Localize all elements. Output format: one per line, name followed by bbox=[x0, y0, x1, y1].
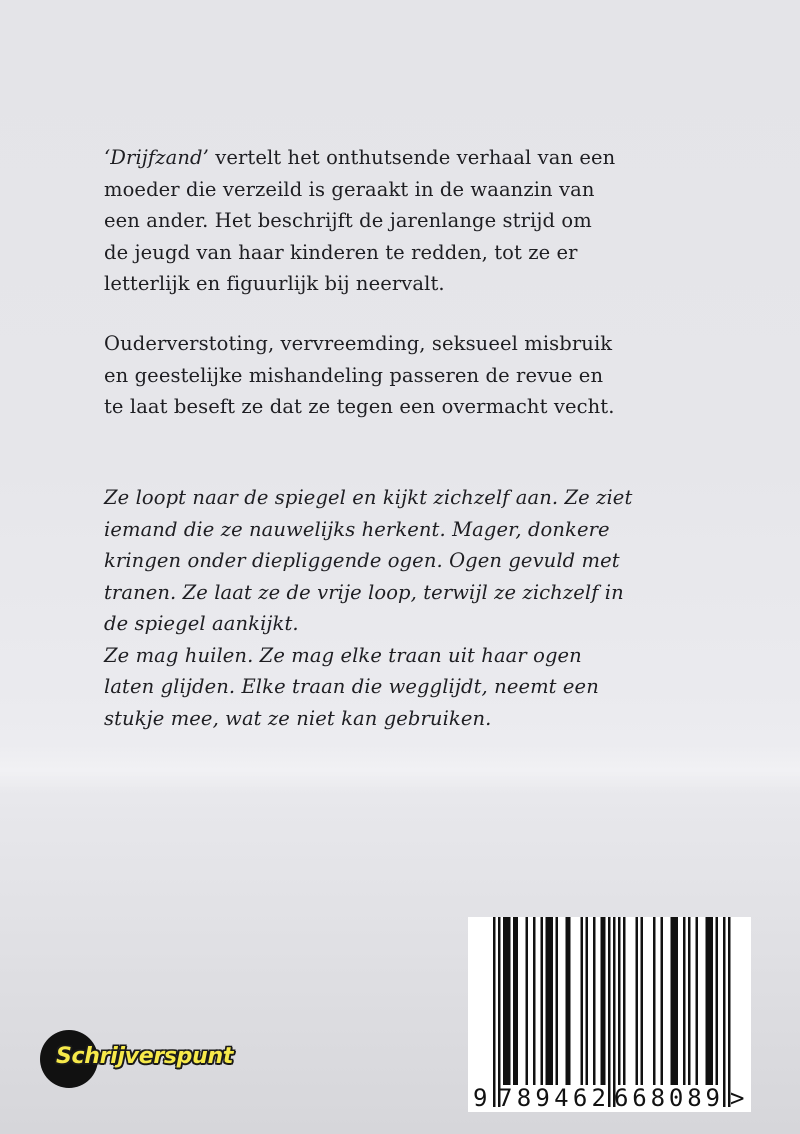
blurb-line: te laat beseft ze dat ze tegen een overmacht vecht. bbox=[104, 395, 615, 418]
excerpt-line: laten glijden. Elke traan die wegglijdt, neemt een bbox=[104, 675, 599, 698]
excerpt-line: kringen onder diepliggende ogen. Ogen gevuld met bbox=[104, 549, 620, 572]
barcode-left-digits: 789462 bbox=[498, 1084, 606, 1112]
blurb-line: letterlijk en figuurlijk bij neervalt. bbox=[104, 272, 445, 295]
blurb-line: de jeugd van haar kinderen te redden, tot ze er bbox=[104, 240, 578, 264]
barcode-graphic bbox=[468, 917, 751, 1112]
barcode-first-digit: 9 bbox=[473, 1084, 488, 1112]
barcode-bar bbox=[533, 917, 536, 1085]
barcode-bars bbox=[493, 917, 731, 1107]
barcode-bar bbox=[653, 917, 656, 1085]
barcode-bar bbox=[613, 917, 616, 1107]
background-haze bbox=[0, 745, 800, 795]
barcode-bar bbox=[581, 917, 584, 1085]
barcode-bar bbox=[566, 917, 571, 1085]
barcode-bar bbox=[526, 917, 529, 1085]
barcode-bar bbox=[608, 917, 611, 1107]
barcode-right-digits: 668089 bbox=[614, 1084, 720, 1112]
excerpt-line: de spiegel aankijkt. bbox=[104, 612, 299, 635]
barcode-end-marker: > bbox=[730, 1084, 745, 1112]
barcode-bar bbox=[498, 917, 501, 1107]
excerpt-line: iemand die ze nauwelijks herkent. Mager, donkere bbox=[104, 517, 610, 541]
book-title: ‘Drijfzand’ bbox=[104, 146, 209, 169]
blurb-line: ‘Drijfzand’ vertelt het onthutsende verhaal van een bbox=[104, 146, 616, 169]
blurb-line: en geestelijke mishandeling passeren de revue en bbox=[104, 363, 604, 387]
barcode-bar bbox=[513, 917, 518, 1085]
excerpt-line: Ze mag huilen. Ze mag elke traan uit haar ogen bbox=[104, 643, 582, 667]
blurb-line: een ander. Het beschrijft de jarenlange strijd om bbox=[104, 209, 592, 232]
barcode-bar bbox=[556, 917, 559, 1085]
barcode-bar bbox=[541, 917, 544, 1085]
blurb-paragraph-1 bbox=[104, 142, 704, 300]
excerpt-paragraph bbox=[104, 482, 704, 734]
barcode-bar bbox=[618, 917, 621, 1085]
blurb-line: Ouderverstoting, vervreemding, seksueel misbruik bbox=[104, 332, 613, 355]
barcode-bar bbox=[706, 917, 714, 1085]
publisher-logo bbox=[40, 1030, 310, 1090]
excerpt-line: stukje mee, wat ze niet kan gebruiken. bbox=[104, 706, 492, 730]
barcode-bar bbox=[601, 917, 606, 1085]
barcode-bar bbox=[671, 917, 679, 1085]
blurb-paragraph-2 bbox=[104, 328, 704, 423]
barcode-bar bbox=[661, 917, 664, 1085]
barcode-bar bbox=[716, 917, 719, 1085]
isbn-barcode bbox=[468, 917, 751, 1112]
barcode-bar bbox=[503, 917, 511, 1085]
barcode-bar bbox=[623, 917, 626, 1085]
barcode-bar bbox=[696, 917, 699, 1085]
barcode-bar bbox=[586, 917, 589, 1085]
barcode-bar bbox=[641, 917, 644, 1085]
barcode-bar bbox=[728, 917, 731, 1107]
excerpt-line: tranen. Ze laat ze de vrije loop, terwijl ze zichzelf in bbox=[104, 580, 624, 604]
barcode-bar bbox=[593, 917, 596, 1085]
barcode-bar bbox=[493, 917, 496, 1107]
barcode-bar bbox=[636, 917, 639, 1085]
blurb-line: moeder die verzeild is geraakt in de waanzin van bbox=[104, 177, 595, 201]
excerpt-line: Ze loopt naar de spiegel en kijkt zichzelf aan. Ze ziet bbox=[104, 486, 633, 509]
barcode-bar bbox=[546, 917, 554, 1085]
barcode-bar bbox=[683, 917, 686, 1085]
barcode-bar bbox=[723, 917, 726, 1107]
publisher-name: Schrijverspunt bbox=[56, 1044, 234, 1069]
barcode-bar bbox=[688, 917, 691, 1085]
